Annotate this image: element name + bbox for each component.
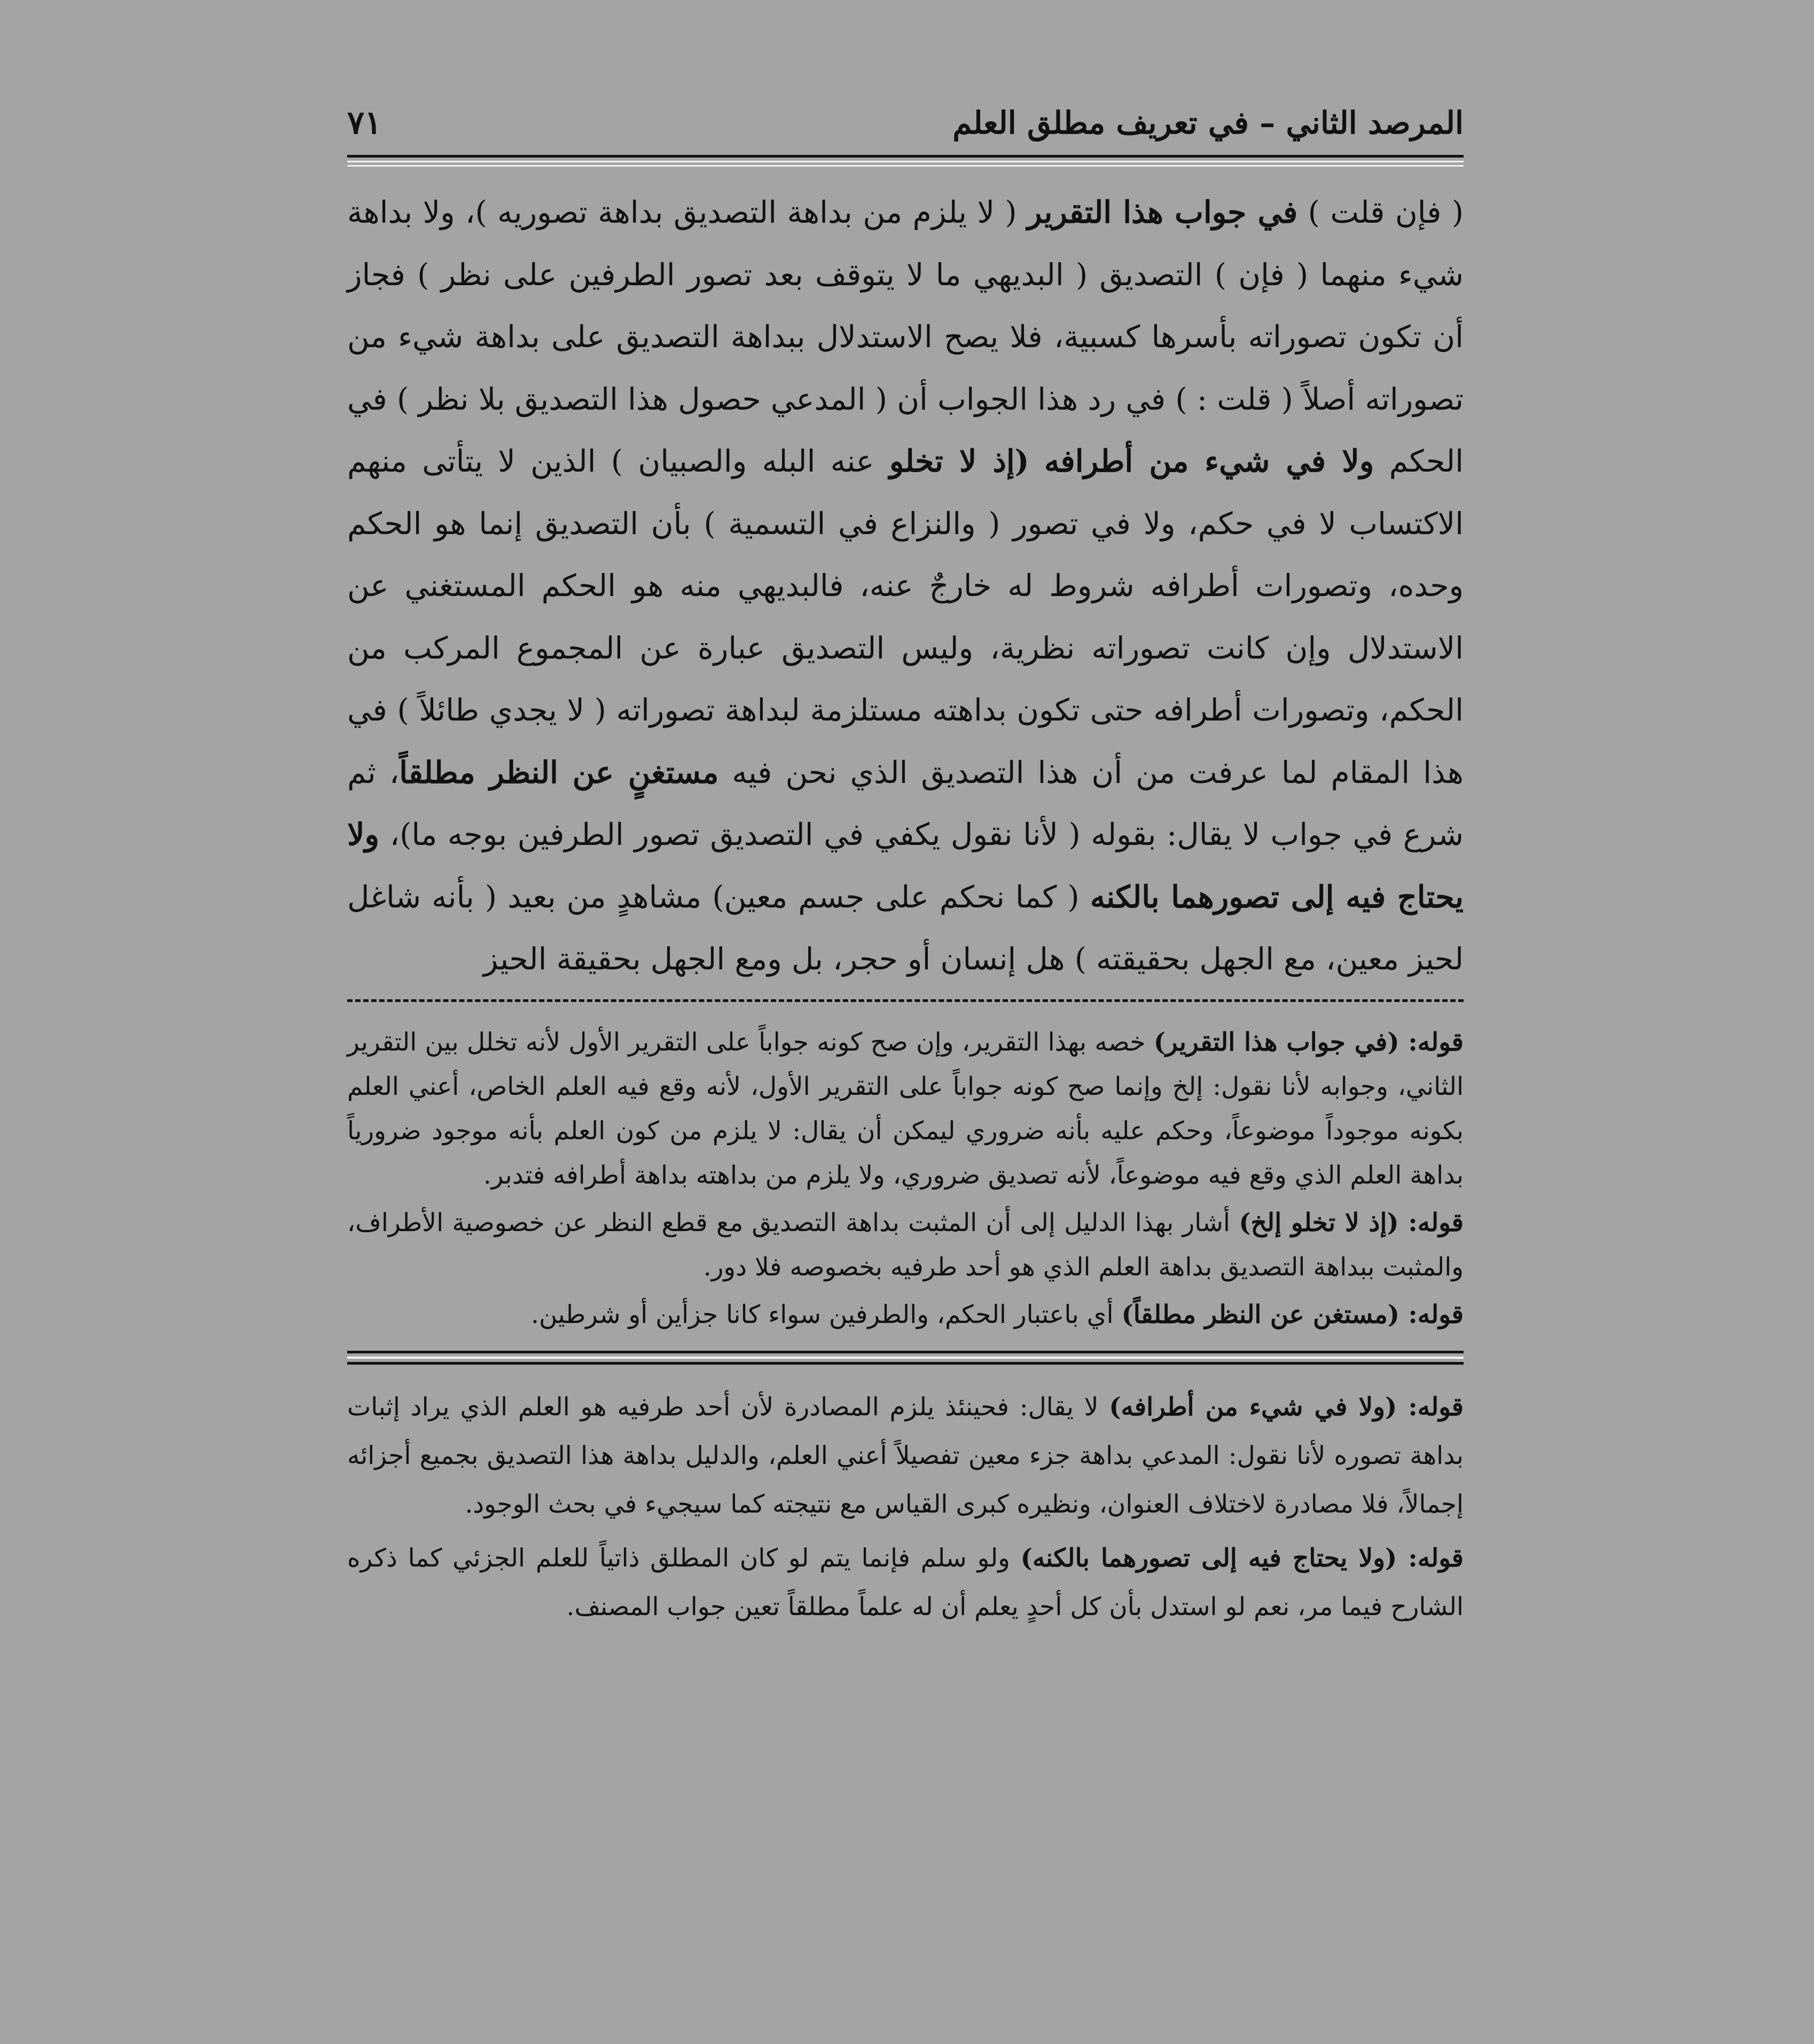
- running-title: المرصد الثاني – في تعريف مطلق العلم: [952, 105, 1464, 141]
- main-text-part: ( كما نحكم على جسم معين) مشاهدٍ من بعيد ( بأنه شاغل لحيز معين، مع الجهل بحقيقته ) هل إنسان أو حجر، بل ومع الجهل بحقيقة الحيز: [347, 879, 1464, 977]
- note-paragraph: [347, 1383, 1464, 1529]
- note-label: قوله: (ولا في شيء من أطرافه): [1109, 1392, 1464, 1422]
- section-rule: [347, 1351, 1464, 1365]
- note-text: أشار بهذا الدليل إلى أن المثبت بداهة التصديق مع قطع النظر عن خصوصية الأطراف، والمثبت ببداهة التصديق بداهة العلم الذي هو أحد طرفيه بخصوصه فلا دور.: [347, 1208, 1464, 1282]
- note-label: قوله: (إذ لا تخلو إلخ): [1239, 1208, 1464, 1238]
- main-text-bold: ولا يحتاج فيه إلى تصورهما بالكنه: [347, 817, 1464, 915]
- secondary-notes: [347, 1383, 1464, 1631]
- note-paragraph: [347, 1293, 1464, 1337]
- commentary-notes: [347, 1020, 1464, 1337]
- note-label: قوله: (في جواب هذا التقرير): [1153, 1027, 1464, 1057]
- page-number: ٧١: [347, 104, 382, 142]
- main-text-part: [1029, 444, 1044, 479]
- main-text-part: عنه البله والصبيان ) الذين لا يتأتى منهم الاكتساب لا في حكم، ولا في تصور ( والنزاع في التسمية ) بأن التصديق إنما هو الحكم وحده، وتصورات أطرافه شروط له خارجٌ عنه، فالبديهي منه هو الحكم المستغني عن الاستدلال وإن كانت تصوراته نظرية، وليس التصديق عبارة عن المجموع المركب من الحكم، وتصورات أطرافه حتى تكون بداهته مستلزمة لبداهة تصوراته ( لا يجدي طائلاً ) في هذا المقام لما عرفت من أن هذا التصديق الذي نحن فيه: [347, 444, 1464, 790]
- main-text-bold: (إذ لا تخلو: [889, 443, 1029, 479]
- main-text-part: ( فإن قلت ): [1297, 195, 1464, 230]
- dashed-separator: [347, 999, 1464, 1002]
- note-paragraph: [347, 1534, 1464, 1631]
- main-text-bold: ولا في شيء من أطرافه: [1044, 443, 1374, 479]
- header-rule: [347, 155, 1464, 167]
- main-text-part: ( لا يلزم من بداهة التصديق بداهة تصوريه )، ولا بداهة شيء منهما ( فإن ) التصديق ( البديهي ما لا يتوقف بعد تصور الطرفين على نظر ) فجاز أن تكون تصوراته بأسرها كسبية، فلا يصح الاستدلال ببداهة التصديق على بداهة شيء من تصوراته أصلاً ( قلت : ) في رد هذا الجواب أن ( المدعي حصول هذا التصديق بلا نظر ) في الحكم: [347, 195, 1464, 479]
- note-label: قوله: (مستغن عن النظر مطلقاً): [1121, 1299, 1464, 1329]
- book-page: [347, 96, 1464, 1636]
- note-text: أي باعتبار الحكم، والطرفين سواء كانا جزأين أو شرطين.: [531, 1299, 1122, 1329]
- note-text: خصه بهذا التقرير، وإن صح كونه جواباً على التقرير الأول لأنه تخلل بين التقرير الثاني، وجوابه لأنا نقول: إلخ وإنما صح كونه جواباً على التقرير الأول، لأنه وقع فيه العلم الخاص، أعني العلم بكونه موجوداً موضوعاً، وحكم عليه بأنه ضروري ليمكن أن يقال: لا يلزم من كون العلم بأنه موجود ضرورياً بداهة العلم الذي وقع فيه موضوعاً، لأنه تصديق ضروري، ولا يلزم من بداهته بداهة أطرافه فتدبر.: [347, 1027, 1464, 1190]
- main-text-bold: في جواب هذا التقرير: [1027, 194, 1298, 230]
- page-header: [347, 96, 1464, 155]
- main-text-part: ، ثم شرع في جواب لا يقال: بقوله ( لأنا نقول يكفي في التصديق تصور الطرفين بوجه ما)،: [347, 755, 1464, 852]
- main-text-bold: مستغنٍ عن النظر مطلقاً: [399, 754, 719, 790]
- note-text: ولو سلم فإنما يتم لو كان المطلق ذاتياً للعلم الجزئي كما ذكره الشارح فيما مر، نعم لو استدل بأن كل أحدٍ يعلم أن له علماً مطلقاً تعين جواب المصنف.: [347, 1543, 1464, 1622]
- note-paragraph: [347, 1201, 1464, 1289]
- main-text: [347, 182, 1464, 991]
- note-text: لا يقال: فحينئذ يلزم المصادرة لأن أحد طرفيه هو العلم الذي يراد إثبات بداهة تصوره لأنا نقول: المدعي بداهة جزء معين تفصيلاً أعني العلم، والدليل بداهة هذا التصديق بجميع أجزائه إجمالاً، فلا مصادرة لاختلاف العنوان، ونظيره كبرى القياس مع نتيجته كما سيجيء في بحث الوجود.: [347, 1392, 1464, 1519]
- note-label: قوله: (ولا يحتاج فيه إلى تصورهما بالكنه): [1020, 1543, 1464, 1573]
- note-paragraph: [347, 1020, 1464, 1197]
